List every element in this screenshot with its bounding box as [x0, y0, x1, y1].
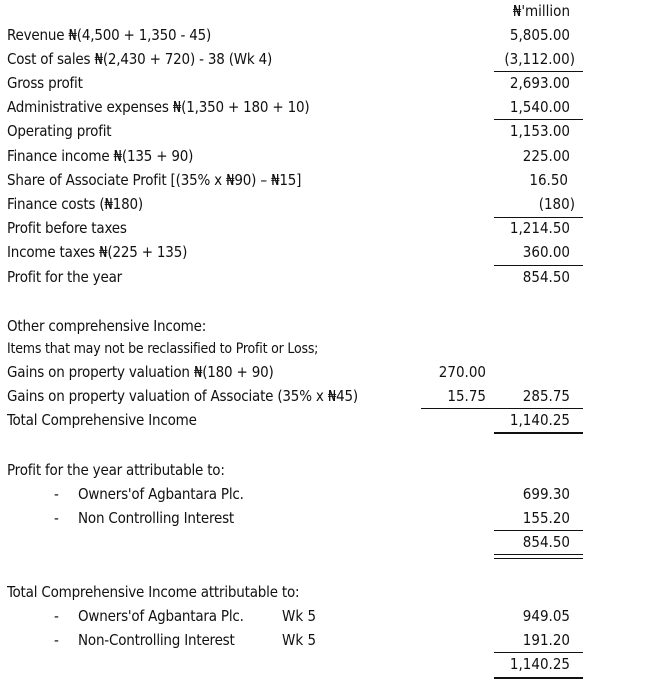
working-reference: Wk 5 [282, 607, 317, 625]
oci-heading: Other comprehensive Income: [7, 317, 207, 335]
line-value: 15.75 [447, 387, 486, 405]
line-value: 1,153.00 [509, 122, 570, 140]
line-label: Profit for the year [7, 268, 122, 286]
bullet-dash: - [54, 631, 59, 649]
line-value: 1,540.00 [509, 98, 570, 116]
attributable-row [0, 483, 666, 507]
line-value: 2,693.00 [509, 74, 570, 92]
line-label: Finance income ₦(135 + 90) [7, 147, 194, 165]
line-label: Cost of sales ₦(2,430 + 720) - 38 (Wk 4) [7, 50, 273, 68]
line-label: Profit before taxes [7, 219, 127, 237]
currency-header-row [0, 0, 666, 24]
oci-heading-row [0, 315, 666, 339]
line-value: 949.05 [522, 607, 570, 625]
line-label: Non-Controlling Interest [78, 631, 235, 649]
line-label: Owners'of Agbantara Plc. [78, 607, 244, 625]
tci-attributable-row [0, 629, 666, 653]
working-reference: Wk 5 [282, 631, 317, 649]
bullet-dash: - [54, 509, 59, 527]
operating-profit-row [0, 120, 666, 144]
line-label: Gains on property valuation ₦(180 + 90) [7, 363, 274, 381]
double-total-rule [494, 554, 583, 559]
line-label: Gains on property valuation of Associate (35% x ₦45) [7, 387, 358, 405]
section-heading: Total Comprehensive Income attributable to: [7, 583, 300, 601]
bullet-dash: - [54, 607, 59, 625]
line-value: 1,140.25 [509, 655, 570, 673]
line-label: Share of Associate Profit [(35% x ₦90) – ₦15] [7, 171, 302, 189]
line-label: Gross profit [7, 74, 83, 92]
line-label: Revenue ₦(4,500 + 1,350 - 45) [7, 26, 212, 44]
line-label: Operating profit [7, 122, 112, 140]
line-value: 155.20 [522, 509, 570, 527]
attributable-row [0, 507, 666, 531]
profit-before-taxes-row [0, 217, 666, 241]
line-label: Owners'of Agbantara Plc. [78, 485, 244, 503]
line-label: Income taxes ₦(225 + 135) [7, 243, 188, 261]
profit-for-year-row [0, 266, 666, 290]
income-taxes-row [0, 241, 666, 265]
line-total: 285.75 [522, 387, 570, 405]
total-rule [494, 432, 583, 434]
oci-subheading-row [0, 338, 666, 362]
line-value: 1,214.50 [509, 219, 570, 237]
line-value: 1,140.25 [509, 411, 570, 429]
line-value: 854.50 [522, 268, 570, 286]
oci-item-row [0, 385, 666, 409]
total-rule [494, 677, 583, 679]
profit-attributable-heading-row [0, 459, 666, 483]
line-value: 191.20 [522, 631, 570, 649]
line-value: 360.00 [522, 243, 570, 261]
tci-attributable-row [0, 605, 666, 629]
revenue-row [0, 24, 666, 48]
line-value: 16.50 [529, 171, 568, 189]
admin-expenses-row [0, 96, 666, 120]
line-value: (3,112.00) [504, 50, 575, 68]
finance-income-row [0, 145, 666, 169]
attributable-total-row [0, 531, 666, 555]
bullet-dash: - [54, 485, 59, 503]
associate-profit-row [0, 169, 666, 193]
finance-costs-row [0, 193, 666, 217]
line-value: 854.50 [522, 533, 570, 551]
line-label: Finance costs (₦180) [7, 195, 143, 213]
tci-attributable-heading-row [0, 581, 666, 605]
line-label: Non Controlling Interest [78, 509, 235, 527]
line-value: 699.30 [522, 485, 570, 503]
cost-of-sales-row [0, 48, 666, 72]
line-value: 225.00 [522, 147, 570, 165]
currency-unit: ₦'million [512, 2, 570, 20]
gross-profit-row [0, 72, 666, 96]
oci-item-row [0, 361, 666, 385]
tci-attributable-total-row [0, 653, 666, 677]
total-comprehensive-income-row [0, 409, 666, 433]
section-heading: Profit for the year attributable to: [7, 461, 225, 479]
line-value: 5,805.00 [509, 26, 570, 44]
line-value: 270.00 [438, 363, 486, 381]
line-value: (180) [538, 195, 575, 213]
oci-subheading: Items that may not be reclassified to Profit or Loss; [7, 341, 319, 357]
line-label: Administrative expenses ₦(1,350 + 180 + 10) [7, 98, 310, 116]
line-label: Total Comprehensive Income [7, 411, 197, 429]
